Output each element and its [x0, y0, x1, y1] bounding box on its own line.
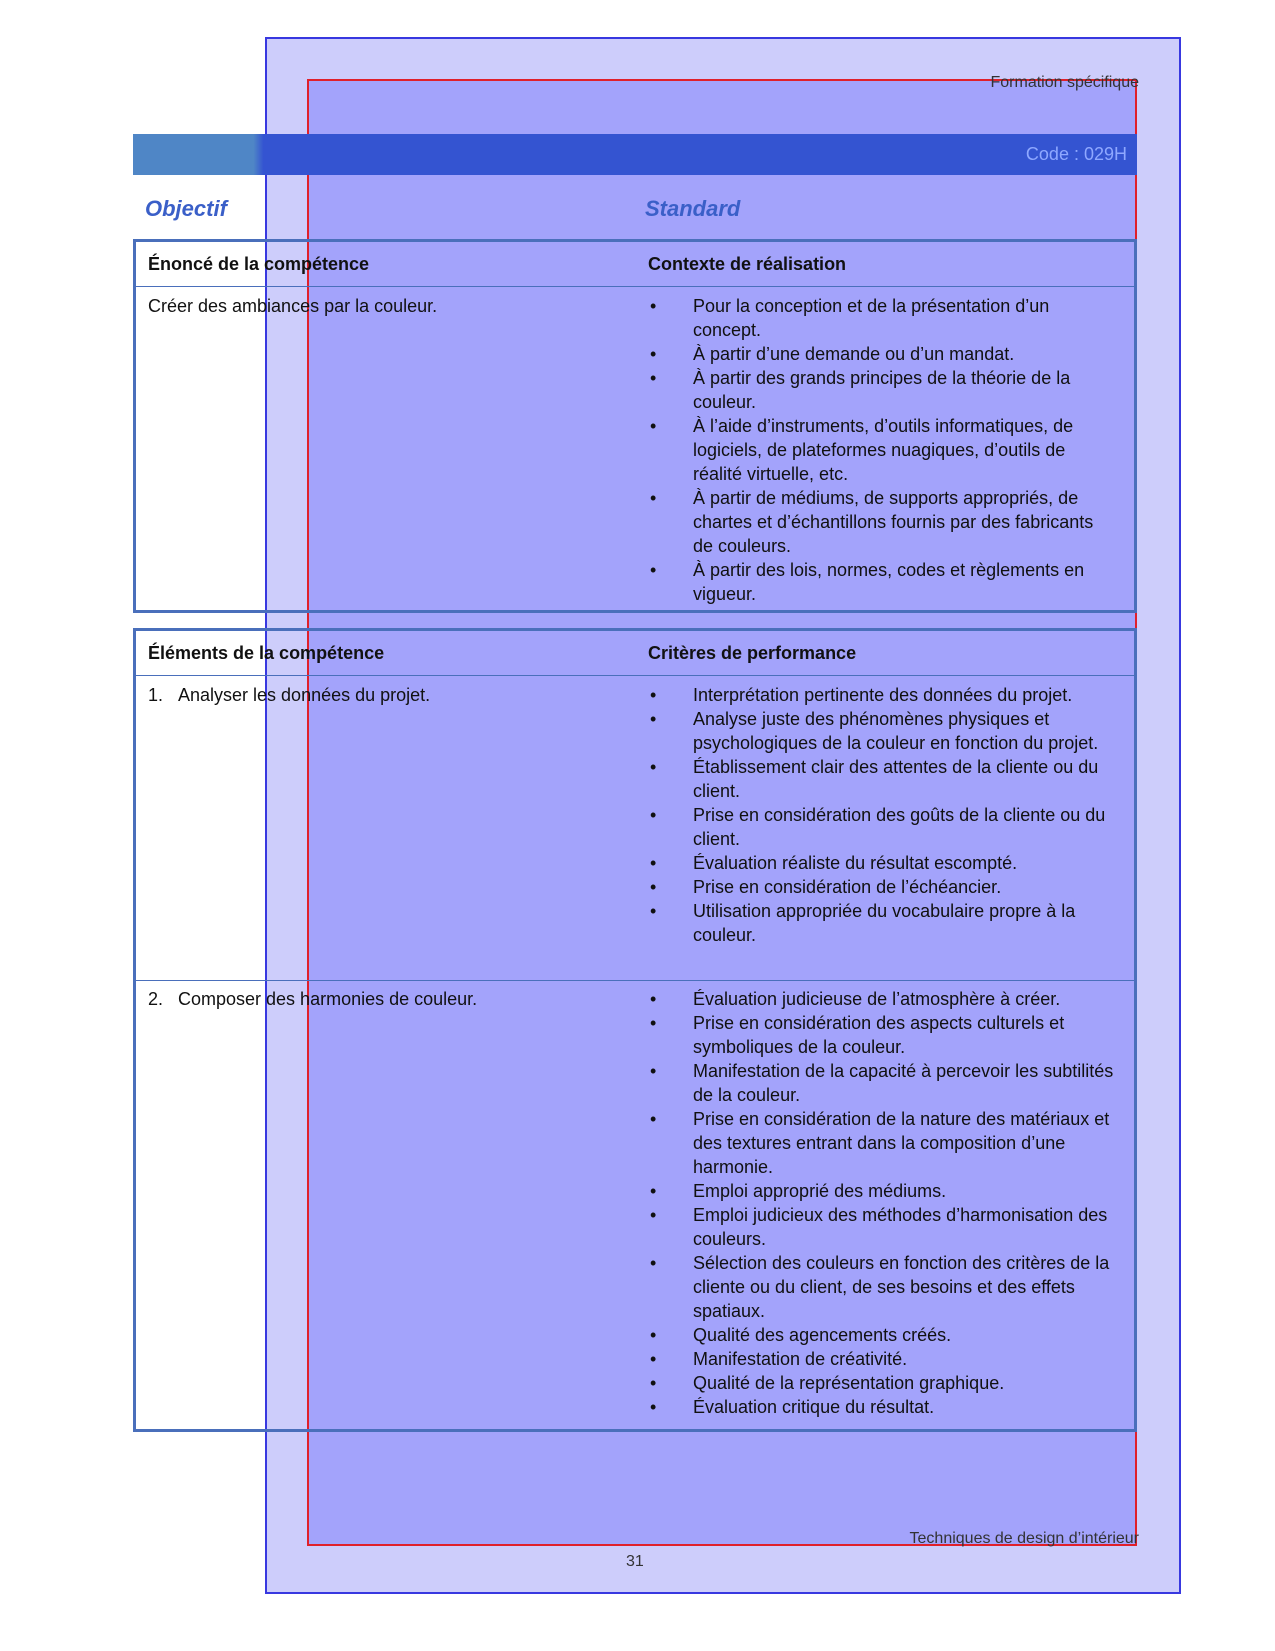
competency-table-header	[136, 242, 1134, 287]
element-2	[148, 989, 477, 1010]
competency-code: Code : 029H	[1025, 144, 1127, 164]
list-item: • Évaluation critique du résultat.	[648, 1395, 1118, 1419]
list-item: • Manifestation de la capacité à percevoir les subtilités de la couleur.	[648, 1059, 1118, 1107]
elements-header: Éléments de la compétence	[148, 643, 385, 663]
competency-table	[133, 239, 1137, 613]
list-item: • Analyse juste des phénomènes physiques et psychologiques de la couleur en fonction du projet.	[648, 707, 1118, 755]
list-item: • Prise en considération de l’échéancier.	[648, 875, 1118, 899]
list-item: • Évaluation judicieuse de l’atmosphère à créer.	[648, 987, 1118, 1011]
list-item: • À partir des grands principes de la théorie de la couleur.	[648, 366, 1118, 414]
list-item: • À partir d’une demande ou d’un mandat.	[648, 342, 1118, 366]
elements-table-header	[136, 631, 1134, 676]
list-item: • Sélection des couleurs en fonction des critères de la cliente ou du client, de ses besoins et des effets spatiaux.	[648, 1251, 1118, 1323]
page-number: 31	[626, 1553, 644, 1570]
standard-heading: Standard	[645, 196, 741, 221]
element-2-number: 2.	[148, 989, 164, 1009]
program-title: Techniques de design d’intérieur	[909, 1530, 1139, 1547]
list-item: • Utilisation appropriée du vocabulaire propre à la couleur.	[648, 899, 1118, 947]
code-band	[133, 134, 1137, 175]
list-item: • Évaluation réaliste du résultat escompté.	[648, 851, 1118, 875]
list-item: • À partir des lois, normes, codes et règlements en vigueur.	[648, 558, 1118, 606]
list-item: • Prise en considération de la nature des matériaux et des textures entrant dans la composition d’une harmonie.	[648, 1107, 1118, 1179]
context-list	[648, 294, 1118, 606]
list-item: • À partir de médiums, de supports appropriés, de chartes et d’échantillons fournis par des fabricants de couleurs.	[648, 486, 1118, 558]
criteria-header: Critères de performance	[648, 643, 857, 663]
list-item: • Qualité de la représentation graphique.	[648, 1371, 1118, 1395]
row-separator	[136, 980, 1134, 981]
list-item: • Établissement clair des attentes de la cliente ou du client.	[648, 755, 1118, 803]
statement-header: Énoncé de la compétence	[148, 254, 370, 274]
list-item: • Qualité des agencements créés.	[648, 1323, 1118, 1347]
list-item: • Pour la conception et de la présentation d’un concept.	[648, 294, 1118, 342]
element-2-label: Composer des harmonies de couleur.	[178, 989, 478, 1009]
element-1	[148, 685, 430, 706]
competency-statement: Créer des ambiances par la couleur.	[148, 296, 438, 316]
list-item: • Emploi approprié des médiums.	[648, 1179, 1118, 1203]
list-item: • Manifestation de créativité.	[648, 1347, 1118, 1371]
list-item: • À l’aide d’instruments, d’outils informatiques, de logiciels, de plateformes nuagiques, d’outils de réalité virtuelle, etc.	[648, 414, 1118, 486]
objective-heading: Objectif	[145, 196, 227, 221]
list-item: • Emploi judicieux des méthodes d’harmonisation des couleurs.	[648, 1203, 1118, 1251]
criteria-list-1	[648, 683, 1118, 947]
elements-table	[133, 628, 1137, 1432]
context-header: Contexte de réalisation	[648, 254, 847, 274]
element-1-label: Analyser les données du projet.	[178, 685, 431, 705]
list-item: • Prise en considération des aspects culturels et symboliques de la couleur.	[648, 1011, 1118, 1059]
element-1-number: 1.	[148, 685, 164, 705]
criteria-list-2	[648, 987, 1118, 1419]
list-item: • Interprétation pertinente des données du projet.	[648, 683, 1118, 707]
program-label: Formation spécifique	[990, 74, 1139, 91]
list-item: • Prise en considération des goûts de la cliente ou du client.	[648, 803, 1118, 851]
